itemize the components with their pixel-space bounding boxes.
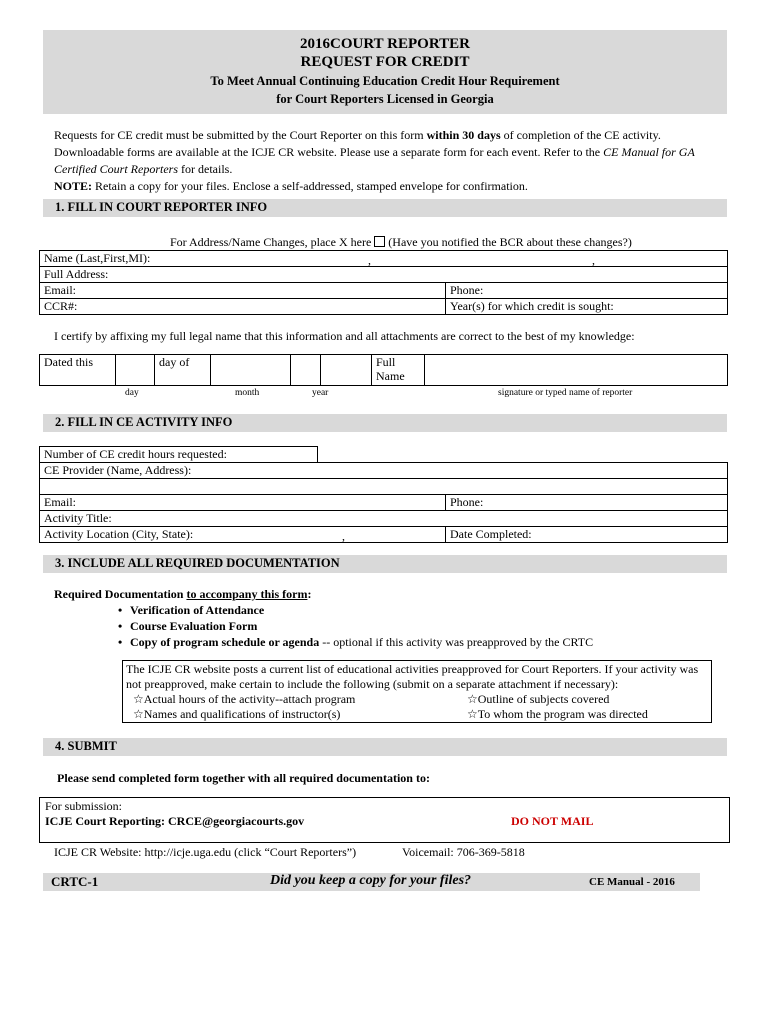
doc-item-1: Verification of Attendance: [130, 603, 265, 617]
form-title-line1: COURT REPORTER: [330, 36, 470, 52]
req-doc-underlined: to accompany this form: [186, 587, 308, 601]
intro-p3: for details.: [178, 162, 233, 176]
star-icon: ☆: [467, 692, 478, 706]
intro-p2: Downloadable forms are available at the ICJE CR website. Please use a separate form for each event. Refer to the: [54, 145, 604, 159]
required-documentation-heading: [54, 587, 311, 602]
name-label: Name (Last,First,MI):: [44, 251, 151, 265]
preapproval-right-2: [467, 707, 648, 722]
required-documents-list: [130, 602, 593, 650]
activity-title-field[interactable]: [40, 511, 728, 527]
section-3-header: [43, 555, 727, 573]
day-of-text: day of: [159, 355, 190, 369]
provider-email-label: Email:: [44, 495, 76, 509]
star-icon: ☆: [133, 692, 144, 706]
dated-this-text: Dated this: [44, 355, 93, 369]
full-address-field[interactable]: [40, 267, 728, 283]
day-field[interactable]: [116, 355, 155, 386]
submission-email[interactable]: ICJE Court Reporting: CRCE@georgiacourts.gov: [45, 814, 305, 828]
preapproval-right-1-text: Outline of subjects covered: [477, 692, 610, 706]
do-not-mail-notice: DO NOT MAIL: [511, 814, 594, 828]
intro-p1-end: of completion of the CE activity.: [500, 128, 661, 142]
date-completed-label: Date Completed:: [450, 527, 532, 541]
year-field[interactable]: [321, 355, 372, 386]
preapproval-left-2-text: Names and qualifications of instructor(s): [143, 707, 341, 721]
section-4-header: [43, 738, 727, 756]
full-address-label: Full Address:: [44, 267, 109, 281]
name-field[interactable]: [40, 251, 728, 267]
star-icon: ☆: [133, 707, 144, 721]
full-name-text-2: Name: [376, 369, 405, 383]
activity-location-field[interactable]: [40, 527, 446, 543]
ce-hours-table: [39, 446, 318, 463]
preapproval-right-1: [467, 692, 609, 707]
intro-manual-ref-2: Certified Court Reporters: [54, 162, 178, 176]
preapproval-line2: not preapproved, make certain to include the following (submit on a separate attachment if necessary):: [126, 677, 619, 691]
submit-instruction: Please send completed form together with all required documentation to:: [57, 771, 430, 785]
note-label: NOTE:: [54, 179, 93, 193]
section-1-title: 1. FILL IN COURT REPORTER INFO: [55, 200, 268, 214]
doc-item-2: Course Evaluation Form: [130, 619, 258, 633]
form-id: CRTC-1: [51, 874, 99, 889]
doc-item-3: Copy of program schedule or agenda: [130, 635, 320, 649]
month-field[interactable]: [211, 355, 291, 386]
month-year-spacer: [291, 355, 321, 386]
form-subtitle-line1: To Meet Annual Continuing Education Credit Hour Requirement: [210, 74, 560, 88]
preapproval-left-1: [133, 692, 355, 707]
preapproval-right-2-text: To whom the program was directed: [477, 707, 648, 721]
form-subtitle-line2: for Court Reporters Licensed in Georgia: [276, 92, 494, 106]
ce-hours-label: Number of CE credit hours requested:: [44, 447, 227, 461]
section-1-header: [43, 199, 727, 217]
form-title: [43, 36, 727, 53]
voicemail: Voicemail: 706-369-5818: [402, 845, 525, 859]
years-label: Year(s) for which credit is sought:: [450, 299, 614, 313]
date-completed-field[interactable]: [446, 527, 728, 543]
certify-statement: I certify by affixing my full legal name that this information and all attachments are correct to the best of my knowledge:: [54, 329, 635, 343]
activity-location-label: Activity Location (City, State):: [44, 527, 194, 541]
address-change-question: (Have you notified the BCR about these changes?): [388, 235, 632, 249]
name-comma-1: ,: [368, 253, 371, 267]
req-doc-colon: :: [307, 587, 312, 601]
provider-email-field[interactable]: [40, 495, 446, 511]
star-icon: ☆: [467, 707, 478, 721]
doc-item-schedule: [130, 634, 593, 650]
ce-provider-label: CE Provider (Name, Address):: [44, 463, 192, 477]
submission-box: [39, 797, 730, 843]
footer-bar: [43, 873, 700, 891]
footer-question: Did you keep a copy for your files?: [270, 873, 472, 888]
signature-field[interactable]: [425, 355, 728, 386]
caption-signature: signature or typed name of reporter: [498, 388, 633, 398]
note-text: Retain a copy for your files. Enclose a self-addressed, stamped envelope for confirmation.: [92, 179, 528, 193]
intro-text: [54, 127, 730, 195]
doc-item-3-optional: -- optional if this activity was preapproved by the CRTC: [319, 635, 594, 649]
ce-activity-table: [39, 462, 728, 543]
preapproval-line1: The ICJE CR website posts a current list of educational activities preapproved for Court Reporters. If your activity was: [126, 662, 699, 676]
provider-phone-label: Phone:: [450, 495, 484, 509]
address-change-checkbox[interactable]: [374, 236, 385, 247]
manual-edition: CE Manual - 2016: [589, 876, 675, 888]
doc-item-attendance: [130, 602, 593, 618]
provider-phone-field[interactable]: [446, 495, 728, 511]
day-of-label: [155, 355, 211, 386]
reporter-email-field[interactable]: [40, 283, 446, 299]
preapproval-box: [122, 660, 712, 723]
section-2-title: 2. FILL IN CE ACTIVITY INFO: [55, 415, 233, 429]
for-submission-label: For submission:: [45, 799, 123, 813]
icje-website[interactable]: ICJE CR Website: http://icje.uga.edu (click “Court Reporters”): [54, 845, 357, 859]
section-4-title: 4. SUBMIT: [55, 739, 117, 753]
ce-provider-address-field[interactable]: [40, 479, 728, 495]
ccr-field[interactable]: [40, 299, 446, 315]
reporter-phone-label: Phone:: [450, 283, 484, 297]
section-2-header: [43, 414, 727, 432]
intro-p1: Requests for CE credit must be submitted by the Court Reporter on this form: [54, 128, 427, 142]
preapproval-left-1-text: Actual hours of the activity--attach program: [143, 692, 356, 706]
full-name-label: [372, 355, 425, 386]
intro-deadline: within 30 days: [426, 128, 501, 142]
full-name-text-1: Full: [376, 355, 396, 369]
name-comma-2: ,: [592, 253, 595, 267]
activity-title-label: Activity Title:: [44, 511, 112, 525]
form-title-line2: REQUEST FOR CREDIT: [300, 54, 470, 70]
intro-manual-ref: CE Manual for GA: [603, 145, 695, 159]
address-change-line: [170, 235, 632, 250]
doc-item-evaluation: [130, 618, 593, 634]
caption-day: day: [125, 388, 139, 398]
req-doc-text-a: Required Documentation: [54, 587, 187, 601]
preapproval-left-2: [133, 707, 340, 722]
signature-table: [39, 354, 728, 386]
address-change-label: For Address/Name Changes, place X here: [170, 235, 372, 249]
years-field[interactable]: [446, 299, 728, 315]
title-band: [43, 30, 727, 114]
reporter-info-table: [39, 250, 728, 315]
dated-this-label: [40, 355, 116, 386]
form-year: 2016: [300, 36, 331, 52]
ce-provider-field[interactable]: [40, 463, 728, 479]
caption-month: month: [235, 388, 260, 398]
reporter-email-label: Email:: [44, 283, 76, 297]
location-comma: ,: [342, 529, 345, 543]
ccr-label: CCR#:: [44, 299, 78, 313]
reporter-phone-field[interactable]: [446, 283, 728, 299]
ce-hours-field[interactable]: [40, 447, 318, 463]
caption-year: year: [312, 388, 329, 398]
section-3-title: 3. INCLUDE ALL REQUIRED DOCUMENTATION: [55, 556, 340, 570]
